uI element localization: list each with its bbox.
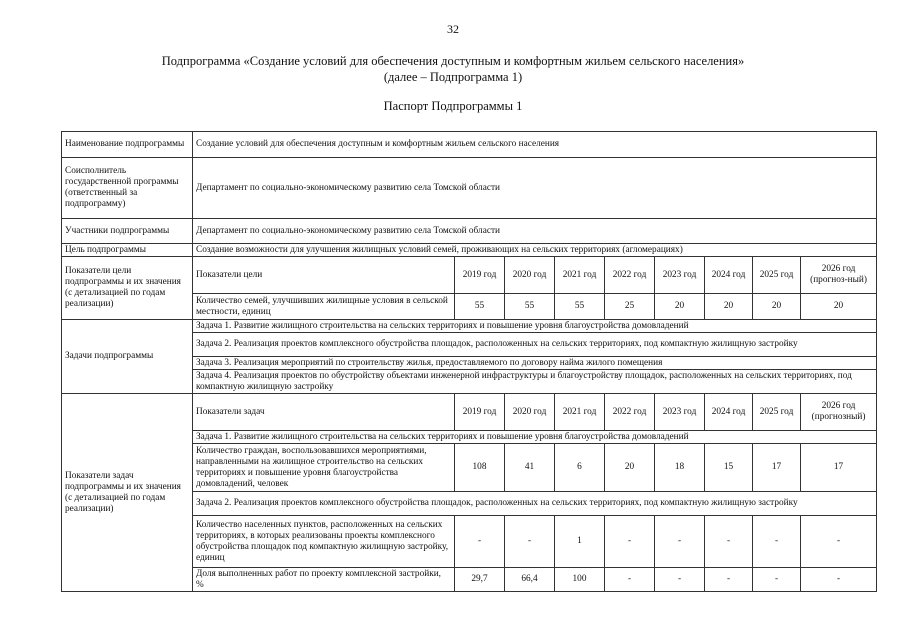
task-year-2021: 2021 год: [555, 394, 605, 431]
task-1: Задача 1. Развитие жилищного строительства на сельских территориях и повышение уровня благоустройства домовладений: [193, 320, 877, 333]
goal-value-2019: 55: [455, 294, 505, 320]
label-name: Наименование подпрограммы: [62, 132, 193, 158]
task-year-2023: 2023 год: [655, 394, 705, 431]
task-year-2022: 2022 год: [605, 394, 655, 431]
value-goal: Создание возможности для улучшения жилищных условий семей, проживающих на сельских территориях (агломерациях): [193, 244, 877, 257]
task-indicator-name: Доля выполненных работ по проекту комплексной застройки, %: [193, 568, 455, 592]
task-year-2024: 2024 год: [705, 394, 753, 431]
goal-year-2026: 2026 год (прогноз-ный): [801, 257, 877, 294]
subprogram-title-line1: Подпрограмма «Создание условий для обеспечения доступным и комфортным жильем сельского населения»: [161, 54, 745, 68]
task-value-2022: -: [605, 568, 655, 592]
task-value-2022: 20: [605, 444, 655, 492]
goal-year-2024: 2024 год: [705, 257, 753, 294]
task-value-2026: -: [801, 568, 877, 592]
label-coexecutor: Соисполнитель государственной программы (ответственный за подпрограмму): [62, 158, 193, 219]
label-task-indicators: Показатели задач подпрограммы и их значения (с детализацией по годам реализации): [62, 394, 193, 592]
task-value-2026: 17: [801, 444, 877, 492]
task-value-2019: 108: [455, 444, 505, 492]
row-goal: [62, 244, 877, 257]
task-value-2026: -: [801, 516, 877, 568]
value-coexecutor: Департамент по социально-экономическому развитию села Томской области: [193, 158, 877, 219]
goal-indicators-header: [62, 257, 877, 294]
task-indicator-name: Количество граждан, воспользовавшихся мероприятиями, направленными на жилищное строительство на сельских территориях и повышение уровня благоустройства домовладений, человек: [193, 444, 455, 492]
goal-year-2021: 2021 год: [555, 257, 605, 294]
task-value-2019: -: [455, 516, 505, 568]
goal-year-2025: 2025 год: [753, 257, 801, 294]
goal-indicator-name: Количество семей, улучшивших жилищные условия в сельской местности, единиц: [193, 294, 455, 320]
page-number: 32: [447, 22, 459, 36]
task-year-2019: 2019 год: [455, 394, 505, 431]
row-name: [62, 132, 877, 158]
task-value-2022: -: [605, 516, 655, 568]
task-indicators-header: [62, 394, 877, 431]
subprogram-title-line2: (далее – Подпрограмма 1): [383, 70, 523, 84]
goal-indicators-col-name: Показатели цели: [193, 257, 455, 294]
row-participants: [62, 219, 877, 244]
task-indicators-col-name: Показатели задач: [193, 394, 455, 431]
value-name: Создание условий для обеспечения доступным и комфортным жильем сельского населения: [193, 132, 877, 158]
task-value-2021: 6: [555, 444, 605, 492]
task-value-2025: -: [753, 516, 801, 568]
subprogram-title: [0, 53, 906, 85]
task-4: Задача 4. Реализация проектов по обустройству объектами инженерной инфраструктуры и благоустройству площадок, расположенных на сельских территориях, под компактную жилищную застройку: [193, 370, 877, 394]
task-year-2020: 2020 год: [505, 394, 555, 431]
goal-value-2023: 20: [655, 294, 705, 320]
goal-value-2026: 20: [801, 294, 877, 320]
goal-year-2022: 2022 год: [605, 257, 655, 294]
goal-value-2020: 55: [505, 294, 555, 320]
task-value-2024: -: [705, 516, 753, 568]
task-value-2021: 100: [555, 568, 605, 592]
task-value-2019: 29,7: [455, 568, 505, 592]
task-value-2020: 66,4: [505, 568, 555, 592]
task-value-2021: 1: [555, 516, 605, 568]
goal-year-2020: 2020 год: [505, 257, 555, 294]
goal-year-2019: 2019 год: [455, 257, 505, 294]
label-goal: Цель подпрограммы: [62, 244, 193, 257]
task-year-2025: 2025 год: [753, 394, 801, 431]
passport-title: Паспорт Подпрограммы 1: [383, 99, 523, 113]
goal-value-2021: 55: [555, 294, 605, 320]
task-indicators-task-2: Задача 2. Реализация проектов комплексного обустройства площадок, расположенных на сельских территориях, под компактную жилищную застройку: [193, 492, 877, 516]
task-3: Задача 3. Реализация мероприятий по строительству жилья, предоставляемого по договору найма жилого помещения: [193, 357, 877, 370]
task-value-2025: -: [753, 568, 801, 592]
task-indicator-name: Количество населенных пунктов, расположенных на сельских территориях, в которых реализованы проекты комплексного обустройства площадок под компактную жилищную застройку, единиц: [193, 516, 455, 568]
goal-value-2024: 20: [705, 294, 753, 320]
goal-value-2022: 25: [605, 294, 655, 320]
label-participants: Участники подпрограммы: [62, 219, 193, 244]
task-row: [62, 320, 877, 333]
task-value-2020: 41: [505, 444, 555, 492]
row-coexecutor: [62, 158, 877, 219]
task-value-2024: 15: [705, 444, 753, 492]
task-value-2023: 18: [655, 444, 705, 492]
task-value-2023: -: [655, 516, 705, 568]
value-participants: Департамент по социально-экономическому развитию села Томской области: [193, 219, 877, 244]
task-value-2024: -: [705, 568, 753, 592]
goal-value-2025: 20: [753, 294, 801, 320]
task-indicators-task-1: Задача 1. Развитие жилищного строительства на сельских территориях и повышение уровня благоустройства домовладений: [193, 431, 877, 444]
goal-year-2023: 2023 год: [655, 257, 705, 294]
task-value-2020: -: [505, 516, 555, 568]
task-year-2026: 2026 год (прогнозный): [801, 394, 877, 431]
passport-table: [61, 131, 877, 592]
task-value-2023: -: [655, 568, 705, 592]
task-2: Задача 2. Реализация проектов комплексного обустройства площадок, расположенных на сельских территориях, под компактную жилищную застройку: [193, 333, 877, 357]
task-value-2025: 17: [753, 444, 801, 492]
label-goal-indicators: Показатели цели подпрограммы и их значения (с детализацией по годам реализации): [62, 257, 193, 320]
label-tasks: Задачи подпрограммы: [62, 320, 193, 394]
